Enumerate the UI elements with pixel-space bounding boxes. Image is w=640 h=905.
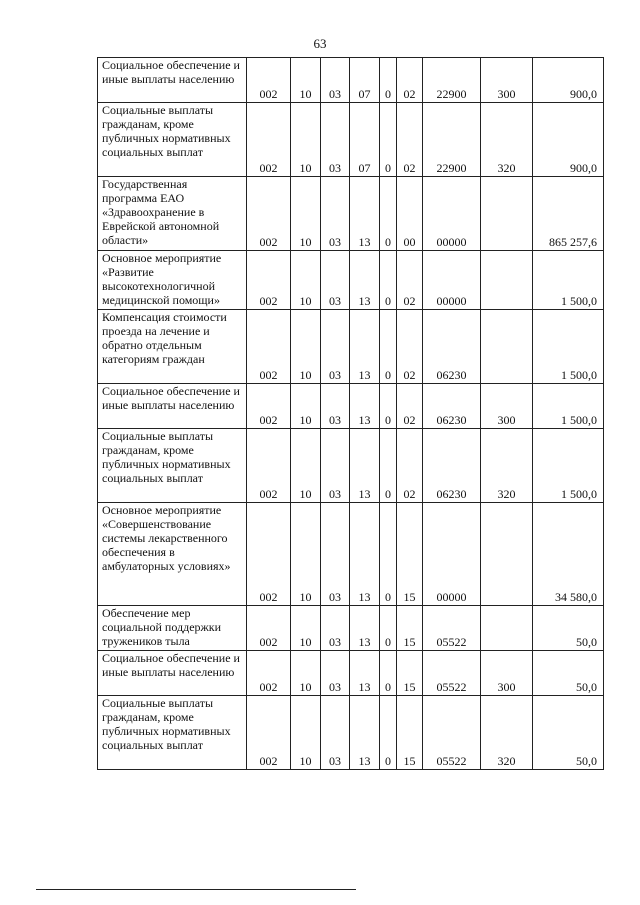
admin-code-cell: 002 (247, 429, 291, 503)
event-cell: 00 (397, 177, 423, 251)
section-cell: 10 (291, 384, 321, 429)
amount-cell: 50,0 (533, 606, 604, 651)
amount-cell: 1 500,0 (533, 251, 604, 310)
section-cell: 10 (291, 177, 321, 251)
amount-cell: 900,0 (533, 58, 604, 103)
item-name-cell: Социальное обеспечение и иные выплаты населению (98, 58, 247, 103)
admin-code-cell: 002 (247, 696, 291, 770)
amount-cell: 1 500,0 (533, 384, 604, 429)
item-name-cell: Государственная программа ЕАО «Здравоохранение в Еврейской автономной области» (98, 177, 247, 251)
subprogram-cell: 0 (380, 503, 397, 606)
program-cell: 13 (350, 696, 380, 770)
subsection-cell: 03 (321, 606, 350, 651)
event-cell: 02 (397, 310, 423, 384)
subsection-cell: 03 (321, 58, 350, 103)
subsection-cell: 03 (321, 651, 350, 696)
subprogram-cell: 0 (380, 384, 397, 429)
event-cell: 02 (397, 384, 423, 429)
expense-type-cell: 300 (481, 384, 533, 429)
item-name-cell: Социальное обеспечение и иные выплаты населению (98, 384, 247, 429)
table-row (98, 58, 604, 103)
budget-table (97, 57, 604, 770)
subprogram-cell: 0 (380, 177, 397, 251)
table-row (98, 384, 604, 429)
admin-code-cell: 002 (247, 103, 291, 177)
admin-code-cell: 002 (247, 251, 291, 310)
subsection-cell: 03 (321, 177, 350, 251)
subsection-cell: 03 (321, 696, 350, 770)
event-cell: 15 (397, 503, 423, 606)
page-number: 63 (313, 36, 327, 51)
amount-cell: 1 500,0 (533, 310, 604, 384)
section-cell: 10 (291, 429, 321, 503)
expense-type-cell: 300 (481, 58, 533, 103)
expense-type-cell: 320 (481, 696, 533, 770)
program-cell: 13 (350, 177, 380, 251)
table-row (98, 177, 604, 251)
table-row (98, 651, 604, 696)
event-cell: 02 (397, 251, 423, 310)
subsection-cell: 03 (321, 310, 350, 384)
admin-code-cell: 002 (247, 310, 291, 384)
event-cell: 15 (397, 606, 423, 651)
direction-cell: 05522 (423, 651, 481, 696)
table-row (98, 503, 604, 606)
direction-cell: 05522 (423, 696, 481, 770)
direction-cell: 22900 (423, 58, 481, 103)
section-cell: 10 (291, 103, 321, 177)
admin-code-cell: 002 (247, 384, 291, 429)
item-name-cell: Социальные выплаты гражданам, кроме публичных нормативных социальных выплат (98, 103, 247, 177)
subsection-cell: 03 (321, 503, 350, 606)
program-cell: 13 (350, 251, 380, 310)
subprogram-cell: 0 (380, 58, 397, 103)
program-cell: 07 (350, 58, 380, 103)
amount-cell: 1 500,0 (533, 429, 604, 503)
subprogram-cell: 0 (380, 696, 397, 770)
expense-type-cell (481, 310, 533, 384)
program-cell: 13 (350, 651, 380, 696)
direction-cell: 00000 (423, 251, 481, 310)
admin-code-cell: 002 (247, 606, 291, 651)
table-row (98, 606, 604, 651)
table-row (98, 310, 604, 384)
subsection-cell: 03 (321, 429, 350, 503)
program-cell: 13 (350, 310, 380, 384)
section-cell: 10 (291, 58, 321, 103)
section-cell: 10 (291, 310, 321, 384)
direction-cell: 06230 (423, 310, 481, 384)
section-cell: 10 (291, 696, 321, 770)
table-row (98, 251, 604, 310)
footnote-rule (36, 889, 356, 890)
direction-cell: 06230 (423, 429, 481, 503)
admin-code-cell: 002 (247, 58, 291, 103)
item-name-cell: Социальные выплаты гражданам, кроме публичных нормативных социальных выплат (98, 429, 247, 503)
item-name-cell: Основное мероприятие «Развитие высокотехнологичной медицинской помощи» (98, 251, 247, 310)
subprogram-cell: 0 (380, 251, 397, 310)
item-name-cell: Компенсация стоимости проезда на лечение и обратно отдельным категориям граждан (98, 310, 247, 384)
section-cell: 10 (291, 606, 321, 651)
item-name-cell: Социальные выплаты гражданам, кроме публичных нормативных социальных выплат (98, 696, 247, 770)
section-cell: 10 (291, 251, 321, 310)
subprogram-cell: 0 (380, 651, 397, 696)
expense-type-cell: 320 (481, 429, 533, 503)
amount-cell: 50,0 (533, 651, 604, 696)
expense-type-cell (481, 606, 533, 651)
amount-cell: 900,0 (533, 103, 604, 177)
subsection-cell: 03 (321, 251, 350, 310)
item-name-cell: Обеспечение мер социальной поддержки тружеников тыла (98, 606, 247, 651)
subprogram-cell: 0 (380, 310, 397, 384)
section-cell: 10 (291, 651, 321, 696)
amount-cell: 865 257,6 (533, 177, 604, 251)
table-row (98, 103, 604, 177)
program-cell: 13 (350, 429, 380, 503)
subprogram-cell: 0 (380, 103, 397, 177)
program-cell: 13 (350, 503, 380, 606)
budget-table-body (98, 58, 604, 770)
event-cell: 02 (397, 429, 423, 503)
direction-cell: 00000 (423, 503, 481, 606)
subprogram-cell: 0 (380, 606, 397, 651)
expense-type-cell: 300 (481, 651, 533, 696)
table-row (98, 696, 604, 770)
expense-type-cell (481, 251, 533, 310)
event-cell: 15 (397, 696, 423, 770)
direction-cell: 00000 (423, 177, 481, 251)
direction-cell: 05522 (423, 606, 481, 651)
event-cell: 02 (397, 103, 423, 177)
event-cell: 02 (397, 58, 423, 103)
subsection-cell: 03 (321, 384, 350, 429)
item-name-cell: Основное мероприятие «Совершенствование системы лекарственного обеспечения в амбулаторных условиях» (98, 503, 247, 606)
expense-type-cell (481, 177, 533, 251)
program-cell: 13 (350, 606, 380, 651)
direction-cell: 22900 (423, 103, 481, 177)
table-row (98, 429, 604, 503)
amount-cell: 50,0 (533, 696, 604, 770)
admin-code-cell: 002 (247, 651, 291, 696)
amount-cell: 34 580,0 (533, 503, 604, 606)
event-cell: 15 (397, 651, 423, 696)
admin-code-cell: 002 (247, 503, 291, 606)
subprogram-cell: 0 (380, 429, 397, 503)
expense-type-cell: 320 (481, 103, 533, 177)
program-cell: 13 (350, 384, 380, 429)
direction-cell: 06230 (423, 384, 481, 429)
section-cell: 10 (291, 503, 321, 606)
item-name-cell: Социальное обеспечение и иные выплаты населению (98, 651, 247, 696)
admin-code-cell: 002 (247, 177, 291, 251)
expense-type-cell (481, 503, 533, 606)
subsection-cell: 03 (321, 103, 350, 177)
program-cell: 07 (350, 103, 380, 177)
